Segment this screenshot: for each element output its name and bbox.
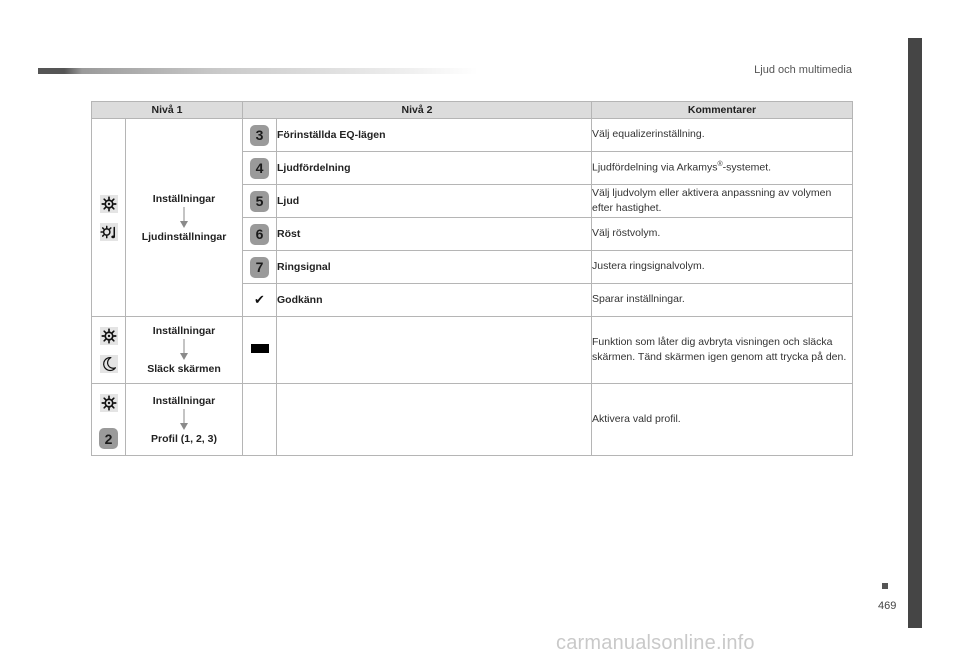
group-level1 xyxy=(126,384,243,456)
table-row xyxy=(92,119,853,152)
badge-4-icon: 4 xyxy=(250,158,269,179)
section-title: Ljud och multimedia xyxy=(754,64,852,76)
moon-icon xyxy=(100,355,118,373)
gear-icon xyxy=(100,195,118,213)
side-strip xyxy=(908,38,922,628)
option-comment: Funktion som låter dig avbryta visningen och släcka skärmen. Tänd skärmen igen genom att trycka på den. xyxy=(592,317,853,384)
screen-off-icon xyxy=(251,344,269,353)
option-comment: Sparar inställningar. xyxy=(592,284,853,317)
level1-label: Inställningar xyxy=(152,394,216,407)
option-comment: Aktivera vald profil. xyxy=(592,384,853,456)
level1-label: Inställningar xyxy=(152,192,216,205)
header-bar xyxy=(38,68,478,74)
level1-sublabel: Profil (1, 2, 3) xyxy=(151,432,217,445)
arrow-down-icon xyxy=(179,207,189,229)
group-level1 xyxy=(126,119,243,317)
badge-3-icon: 3 xyxy=(250,125,269,146)
arrow-down-icon xyxy=(179,339,189,361)
badge-7-icon: 7 xyxy=(250,257,269,278)
group-level1 xyxy=(126,317,243,384)
option-name: Ljudfördelning xyxy=(277,152,592,185)
badge-2-icon: 2 xyxy=(99,428,118,449)
option-name: Godkänn xyxy=(277,284,592,317)
option-name-empty xyxy=(277,384,592,456)
option-name: Förinställda EQ-lägen xyxy=(277,119,592,152)
option-name: Röst xyxy=(277,218,592,251)
option-comment: Välj ljudvolym eller aktivera anpassning av volymen efter hastighet. xyxy=(592,185,853,218)
table-header-row xyxy=(92,102,853,119)
badge-5-icon: 5 xyxy=(250,191,269,212)
table-row xyxy=(92,317,853,384)
gear-icon xyxy=(100,327,118,345)
option-name-empty xyxy=(277,317,592,384)
option-comment: Välj equalizerinställning. xyxy=(592,119,853,152)
level1-sublabel: Släck skärmen xyxy=(147,363,221,375)
level1-label: Inställningar xyxy=(152,325,216,337)
level1-sublabel: Ljudinställningar xyxy=(141,230,227,243)
settings-table xyxy=(91,101,853,456)
header-level2: Nivå 2 xyxy=(243,102,592,119)
group-icons xyxy=(92,384,126,456)
header-comments: Kommentarer xyxy=(592,102,853,119)
header-level1: Nivå 1 xyxy=(92,102,243,119)
table-row xyxy=(92,384,853,456)
group-icons xyxy=(92,317,126,384)
group-icons xyxy=(92,119,126,317)
check-icon: ✔ xyxy=(254,292,265,307)
option-name: Ljud xyxy=(277,185,592,218)
gear-icon xyxy=(100,394,118,412)
watermark: carmanualsonline.info xyxy=(556,632,755,654)
page-marker xyxy=(882,583,888,589)
page-number: 469 xyxy=(878,600,897,612)
option-comment: Justera ringsignalvolym. xyxy=(592,251,853,284)
option-badge-empty xyxy=(243,384,277,456)
option-name: Ringsignal xyxy=(277,251,592,284)
option-comment: Välj röstvolym. xyxy=(592,218,853,251)
option-comment: Ljudfördelning via Arkamys®-systemet. xyxy=(592,152,853,185)
arrow-down-icon xyxy=(179,409,189,431)
badge-6-icon: 6 xyxy=(250,224,269,245)
gear-note-icon xyxy=(100,223,118,241)
